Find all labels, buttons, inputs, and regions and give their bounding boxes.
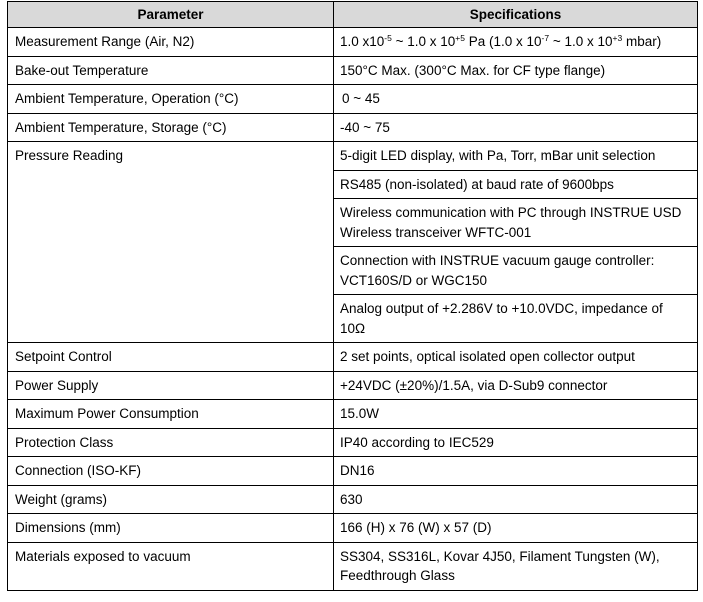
spec-protection-class: IP40 according to IEC529 xyxy=(334,428,698,457)
table-row xyxy=(8,514,698,543)
spec-pressure-controller: Connection with INSTRUE vacuum gauge controller: VCT160S/D or WGC150 xyxy=(334,247,698,295)
table-row xyxy=(8,113,698,142)
table-row xyxy=(8,457,698,486)
param-bake-out: Bake-out Temperature xyxy=(8,56,334,85)
spec-pressure-analog: Analog output of +2.286V to +10.0VDC, impedance of 10Ω xyxy=(334,295,698,343)
param-connection: Connection (ISO-KF) xyxy=(8,457,334,486)
spec-power-supply: +24VDC (±20%)/1.5A, via D-Sub9 connector xyxy=(334,371,698,400)
spec-pressure-rs485: RS485 (non-isolated) at baud rate of 9600bps xyxy=(334,170,698,199)
table-row xyxy=(8,343,698,372)
param-dimensions: Dimensions (mm) xyxy=(8,514,334,543)
param-setpoint: Setpoint Control xyxy=(8,343,334,372)
table-row xyxy=(8,56,698,85)
param-weight: Weight (grams) xyxy=(8,485,334,514)
table-row xyxy=(8,85,698,114)
table-row xyxy=(8,428,698,457)
spec-pressure-display: 5-digit LED display, with Pa, Torr, mBar unit selection xyxy=(334,142,698,171)
spec-measurement-range: 1.0 $x10^{-5}$ ~ 1.0 x $10^{+5}$ Pa (1.0 x $10^{-7}$ ~ 1.0 x $10^{+3}$ mbar) xyxy=(334,28,698,57)
param-max-power: Maximum Power Consumption xyxy=(8,400,334,429)
table-header-row xyxy=(8,2,698,28)
spec-connection: DN16 xyxy=(334,457,698,486)
spec-weight: 630 xyxy=(334,485,698,514)
spec-materials: SS304, SS316L, Kovar 4J50, Filament Tungsten (W), Feedthrough Glass xyxy=(334,542,698,590)
spec-dimensions: 166 (H) x 76 (W) x 57 (D) xyxy=(334,514,698,543)
specifications-table xyxy=(7,1,698,591)
param-power-supply: Power Supply xyxy=(8,371,334,400)
spec-ambient-operation: 0 ~ 45 xyxy=(334,85,698,114)
param-ambient-storage: Ambient Temperature, Storage (°C) xyxy=(8,113,334,142)
spec-max-power: 15.0W xyxy=(334,400,698,429)
table-row xyxy=(8,142,698,171)
param-pressure-reading: Pressure Reading xyxy=(8,142,334,343)
spec-ambient-storage: -40 ~ 75 xyxy=(334,113,698,142)
param-protection-class: Protection Class xyxy=(8,428,334,457)
spec-pressure-wireless: Wireless communication with PC through INSTRUE USD Wireless transceiver WFTC-001 xyxy=(334,199,698,247)
header-parameter: Parameter xyxy=(8,2,334,28)
param-ambient-operation: Ambient Temperature, Operation (°C) xyxy=(8,85,334,114)
table-row xyxy=(8,28,698,57)
param-measurement-range: Measurement Range (Air, N2) xyxy=(8,28,334,57)
table-row xyxy=(8,371,698,400)
table-row xyxy=(8,400,698,429)
table-row xyxy=(8,485,698,514)
param-materials: Materials exposed to vacuum xyxy=(8,542,334,590)
table-row xyxy=(8,542,698,590)
header-specifications: Specifications xyxy=(334,2,698,28)
spec-bake-out: 150°C Max. (300°C Max. for CF type flange) xyxy=(334,56,698,85)
spec-setpoint: 2 set points, optical isolated open collector output xyxy=(334,343,698,372)
